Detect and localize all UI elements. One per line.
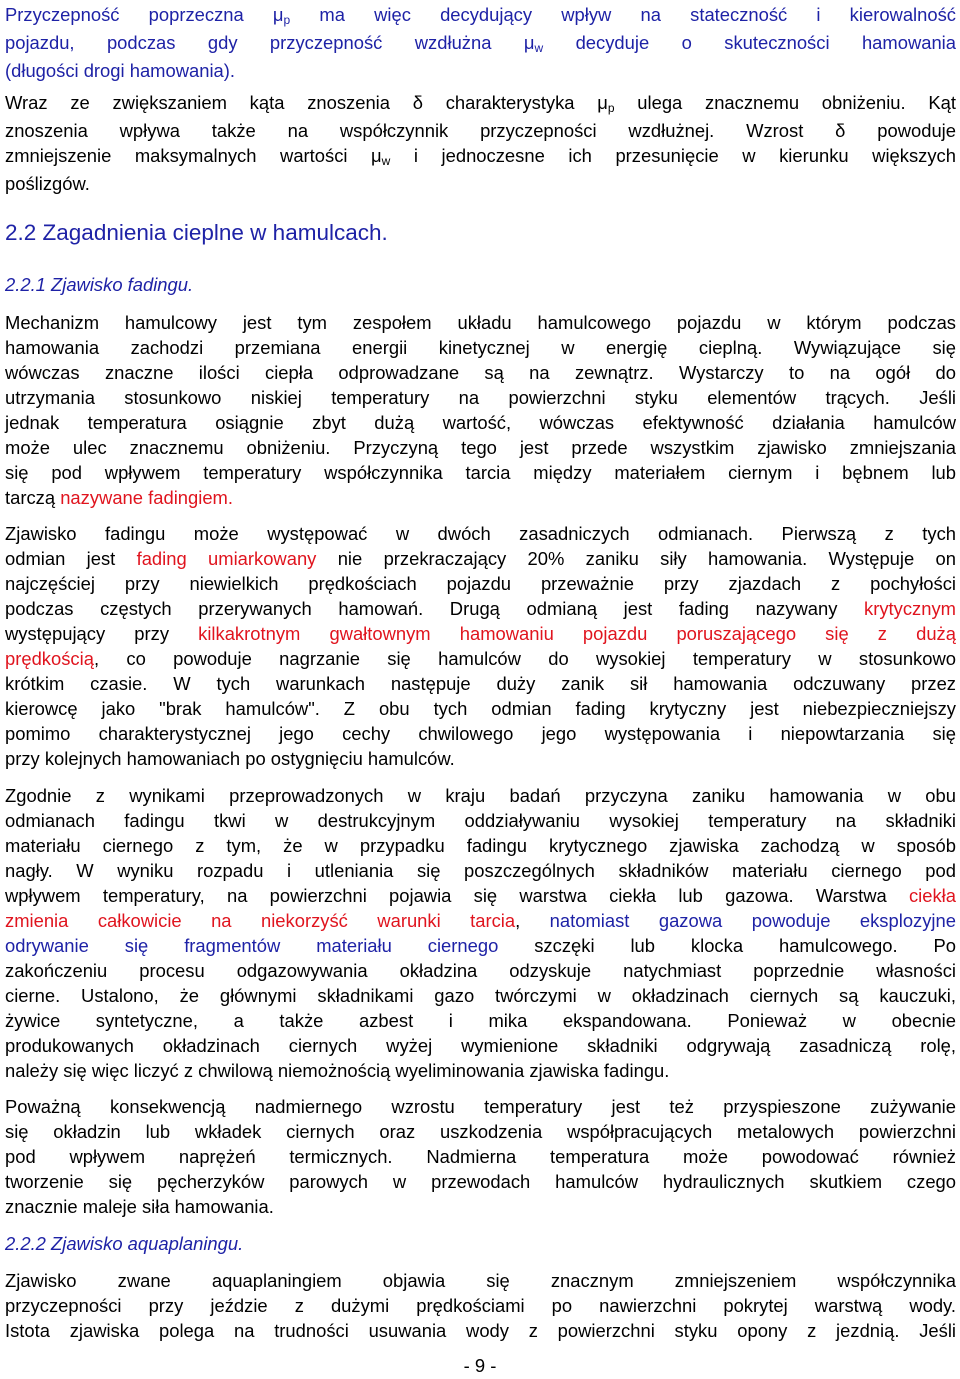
text-run: znacznie maleje siła hamowania. bbox=[5, 1196, 274, 1217]
text-run: Poważną konsekwencją nadmiernego wzrostu temperatury jest też przyspieszone zużywanie bbox=[5, 1096, 956, 1117]
text-run: krótkim czasie. W tych warunkach następuje duży zanik sił hamowania odczuwany przez bbox=[5, 673, 956, 694]
text-line bbox=[5, 410, 956, 435]
text-run: krytycznym bbox=[864, 598, 956, 619]
text-line bbox=[5, 671, 956, 696]
section-heading-2-2: 2.2 Zagadnienia cieplne w hamulcach. bbox=[5, 220, 388, 245]
subsection-heading-2-2-1: 2.2.1 Zjawisko fadingu. bbox=[5, 274, 194, 295]
text-line bbox=[5, 833, 956, 858]
text-run: tworzenie się pęcherzyków parowych w przewodach hamulców hydraulicznych skutkiem czego bbox=[5, 1171, 956, 1192]
text-line bbox=[5, 1194, 956, 1219]
text-line bbox=[5, 983, 956, 1008]
paragraph-lateral-adhesion bbox=[5, 2, 956, 83]
text-line bbox=[5, 546, 956, 571]
subscript: p bbox=[283, 13, 291, 27]
text-run: hamowania zachodzi przemiana energii kinetycznej w energię cieplną. Wywiązujące się bbox=[5, 337, 956, 358]
text-run: się pod wpływem temperatury współczynnika tarcia między materiałem ciernym i bębnem lub bbox=[5, 462, 956, 483]
subscript: w bbox=[534, 41, 544, 55]
text-run: ciekła bbox=[908, 885, 956, 906]
text-line bbox=[5, 858, 956, 883]
text-run: najczęściej przy niewielkich prędkościach pojazdu przeważnie przy zjazdach z pochyłości bbox=[5, 573, 956, 594]
text-line bbox=[5, 933, 956, 958]
text-line bbox=[5, 335, 956, 360]
text-run: przy kolejnych hamowaniach po ostygnięciu hamulców. bbox=[5, 748, 455, 769]
text-line bbox=[5, 746, 956, 771]
text-line bbox=[5, 1318, 956, 1343]
text-run: może ulec znacznemu obniżeniu. Przyczyną tego jest przede wszystkim zjawisko zmniejszania bbox=[5, 437, 956, 458]
text-line bbox=[5, 460, 956, 485]
text-run: nazywane fadingiem. bbox=[60, 487, 233, 508]
paragraph-wear-consequences bbox=[5, 1094, 956, 1219]
paragraph-brake-mechanism bbox=[5, 310, 956, 510]
text-run: poślizgów. bbox=[5, 173, 90, 194]
text-line bbox=[5, 1033, 956, 1058]
text-line bbox=[5, 1094, 956, 1119]
paragraph-fading-causes bbox=[5, 783, 956, 1083]
text-line bbox=[5, 143, 956, 171]
text-line bbox=[5, 1119, 956, 1144]
text-line bbox=[5, 908, 956, 933]
text-line bbox=[5, 2, 956, 30]
text-line bbox=[5, 1008, 956, 1033]
text-line bbox=[5, 1058, 956, 1083]
text-run: utrzymania stosunkowo niskiej temperatury na powierzchni styku elementów trących. Jeśli bbox=[5, 387, 956, 408]
text-run: Zjawisko fadingu może występować w dwóch zasadniczych odmianach. Pierwszą z tych bbox=[5, 523, 956, 544]
text-line bbox=[5, 783, 956, 808]
text-run: Zjawisko zwane aquaplaningiem objawia się znacznym zmniejszeniem współczynnika bbox=[5, 1270, 956, 1291]
text-run: wówczas znaczne ilości ciepła odprowadzane są na zewnątrz. Wystarczy to na ogół do bbox=[5, 362, 956, 383]
text-run: fading umiarkowany bbox=[136, 548, 317, 569]
text-run: jednak temperatura osiągnie zbyt dużą wartość, wówczas efektywność działania hamulców bbox=[5, 412, 956, 433]
text-line bbox=[5, 571, 956, 596]
text-run: kierowcę jako "brak hamulców". Z obu tych odmian fading krytyczny jest niebezpieczniejszy bbox=[5, 698, 956, 719]
text-line bbox=[5, 118, 956, 143]
text-run: decyduje o skuteczności hamowania bbox=[543, 32, 956, 53]
paragraph-aquaplaning bbox=[5, 1268, 956, 1343]
text-run: produkowanych okładzinach ciernych wyżej wymienione składniki odgrywają zasadniczą rolę, bbox=[5, 1035, 956, 1056]
text-run: zakończeniu procesu odgazowywania okładzina odzyskuje natychmiast poprzednie własności bbox=[5, 960, 956, 981]
text-line bbox=[5, 1268, 956, 1293]
text-run: wpływem temperatury, na powierzchni pojawia się warstwa ciekła lub gazowa. Warstwa bbox=[5, 885, 909, 906]
text-run: nie przekraczający 20% zaniku siły hamowania. Występuje on bbox=[316, 548, 956, 569]
text-run: μ bbox=[272, 4, 284, 25]
text-run: Przyczepność poprzeczna bbox=[5, 4, 273, 25]
subscript: p bbox=[607, 101, 615, 115]
text-run: zmienia całkowicie na niekorzyść warunki tarcia bbox=[5, 910, 516, 931]
text-line bbox=[5, 171, 956, 196]
text-line bbox=[5, 521, 956, 546]
text-run: i jednoczesne ich przesunięcie w kierunku większych bbox=[390, 145, 956, 166]
page-number: - 9 - bbox=[463, 1355, 497, 1376]
text-line bbox=[5, 808, 956, 833]
text-run: znoszenia wpływa także na współczynnik przyczepności wzdłużnej. Wzrost δ powoduje bbox=[5, 120, 956, 141]
text-run: , bbox=[515, 910, 550, 931]
paragraph-fading-types bbox=[5, 521, 956, 771]
text-line bbox=[5, 90, 956, 118]
text-run: pod wpływem naprężeń termicznych. Nadmierna temperatura może powodować również bbox=[5, 1146, 956, 1167]
text-line bbox=[5, 58, 956, 83]
text-run: podczas częstych przerywanych hamowań. Drugą odmianą jest fading nazywany bbox=[5, 598, 865, 619]
text-run: przyczepności przy jeździe z dużymi prędkościami po nawierzchni pokrytej warstwą wody. bbox=[5, 1295, 956, 1316]
text-run: Istota zjawiska polega na trudności usuwania wody z powierzchni styku opony z jezdnią. Jeśli bbox=[5, 1320, 956, 1341]
text-run: μ bbox=[523, 32, 535, 53]
text-line bbox=[5, 310, 956, 335]
text-line bbox=[5, 1169, 956, 1194]
text-line bbox=[5, 385, 956, 410]
text-line bbox=[5, 1144, 956, 1169]
text-line bbox=[5, 485, 956, 510]
text-run: pojazdu, podczas gdy przyczepność wzdłużna bbox=[5, 32, 524, 53]
paragraph-slip-angle bbox=[5, 90, 956, 196]
text-run: nagły. W wyniku rozpadu i utleniania się poszczególnych składników materiału ciernego pod bbox=[5, 860, 956, 881]
text-run: natomiast gazowa powoduje eksplozyjne bbox=[549, 910, 956, 931]
text-run: należy się więc liczyć z chwilową niemożnością wyeliminowania zjawiska fadingu. bbox=[5, 1060, 670, 1081]
text-run: materiału ciernego z tym, że w przypadku fadingu krytycznego zjawiska zachodzą w sposób bbox=[5, 835, 956, 856]
text-run: Zgodnie z wynikami przeprowadzonych w kraju badań przyczyna zaniku hamowania w obu bbox=[5, 785, 956, 806]
text-run: odmianach fadingu tkwi w destrukcyjnym oddziaływaniu wysokiej temperatury na składniki bbox=[5, 810, 956, 831]
text-line bbox=[5, 621, 956, 646]
text-run: ma więc decydujący wpływ na stateczność i kierowalność bbox=[290, 4, 956, 25]
subscript: w bbox=[381, 154, 391, 168]
text-run: kilkakrotnym gwałtownym hamowaniu pojazdu poruszającego się z dużą bbox=[198, 623, 956, 644]
text-run: występujący przy bbox=[5, 623, 199, 644]
text-run: prędkością bbox=[5, 648, 94, 669]
text-run: zmniejszenie maksymalnych wartości μ bbox=[5, 145, 382, 166]
text-run: Wraz ze zwiększaniem kąta znoszenia δ charakterystyka μ bbox=[5, 92, 608, 113]
text-run: się okładzin lub wkładek ciernych oraz uszkodzenia współpracujących metalowych powierzchni bbox=[5, 1121, 956, 1142]
text-run: szczęki lub klocka hamulcowego. Po bbox=[498, 935, 956, 956]
text-run: tarczą bbox=[5, 487, 61, 508]
text-line bbox=[5, 958, 956, 983]
subsection-heading-2-2-2: 2.2.2 Zjawisko aquaplaningu. bbox=[5, 1233, 244, 1254]
text-run: Mechanizm hamulcowy jest tym zespołem układu hamulcowego pojazdu w którym podczas bbox=[5, 312, 956, 333]
text-line bbox=[5, 30, 956, 58]
text-line bbox=[5, 596, 956, 621]
text-line bbox=[5, 696, 956, 721]
text-run: odrywanie się fragmentów materiału ciernego bbox=[5, 935, 499, 956]
text-line bbox=[5, 360, 956, 385]
text-run: pomimo charakterystycznej jego cechy chwilowego jego występowania i niepowtarzania się bbox=[5, 723, 956, 744]
text-run: odmian jest bbox=[5, 548, 137, 569]
text-line bbox=[5, 646, 956, 671]
text-run: ulega znacznemu obniżeniu. Kąt bbox=[614, 92, 956, 113]
text-run: żywice syntetyczne, a także azbest i mika ekspandowana. Ponieważ w obecnie bbox=[5, 1010, 956, 1031]
text-run: (długości drogi hamowania). bbox=[5, 60, 235, 81]
text-line bbox=[5, 1293, 956, 1318]
text-line bbox=[5, 435, 956, 460]
text-run: , co powoduje nagrzanie się hamulców do wysokiej temperatury w stosunkowo bbox=[93, 648, 956, 669]
text-run: cierne. Ustalono, że głównymi składnikami gazo twórczymi w okładzinach ciernych są kauczuki, bbox=[5, 985, 956, 1006]
text-line bbox=[5, 883, 956, 908]
text-line bbox=[5, 721, 956, 746]
